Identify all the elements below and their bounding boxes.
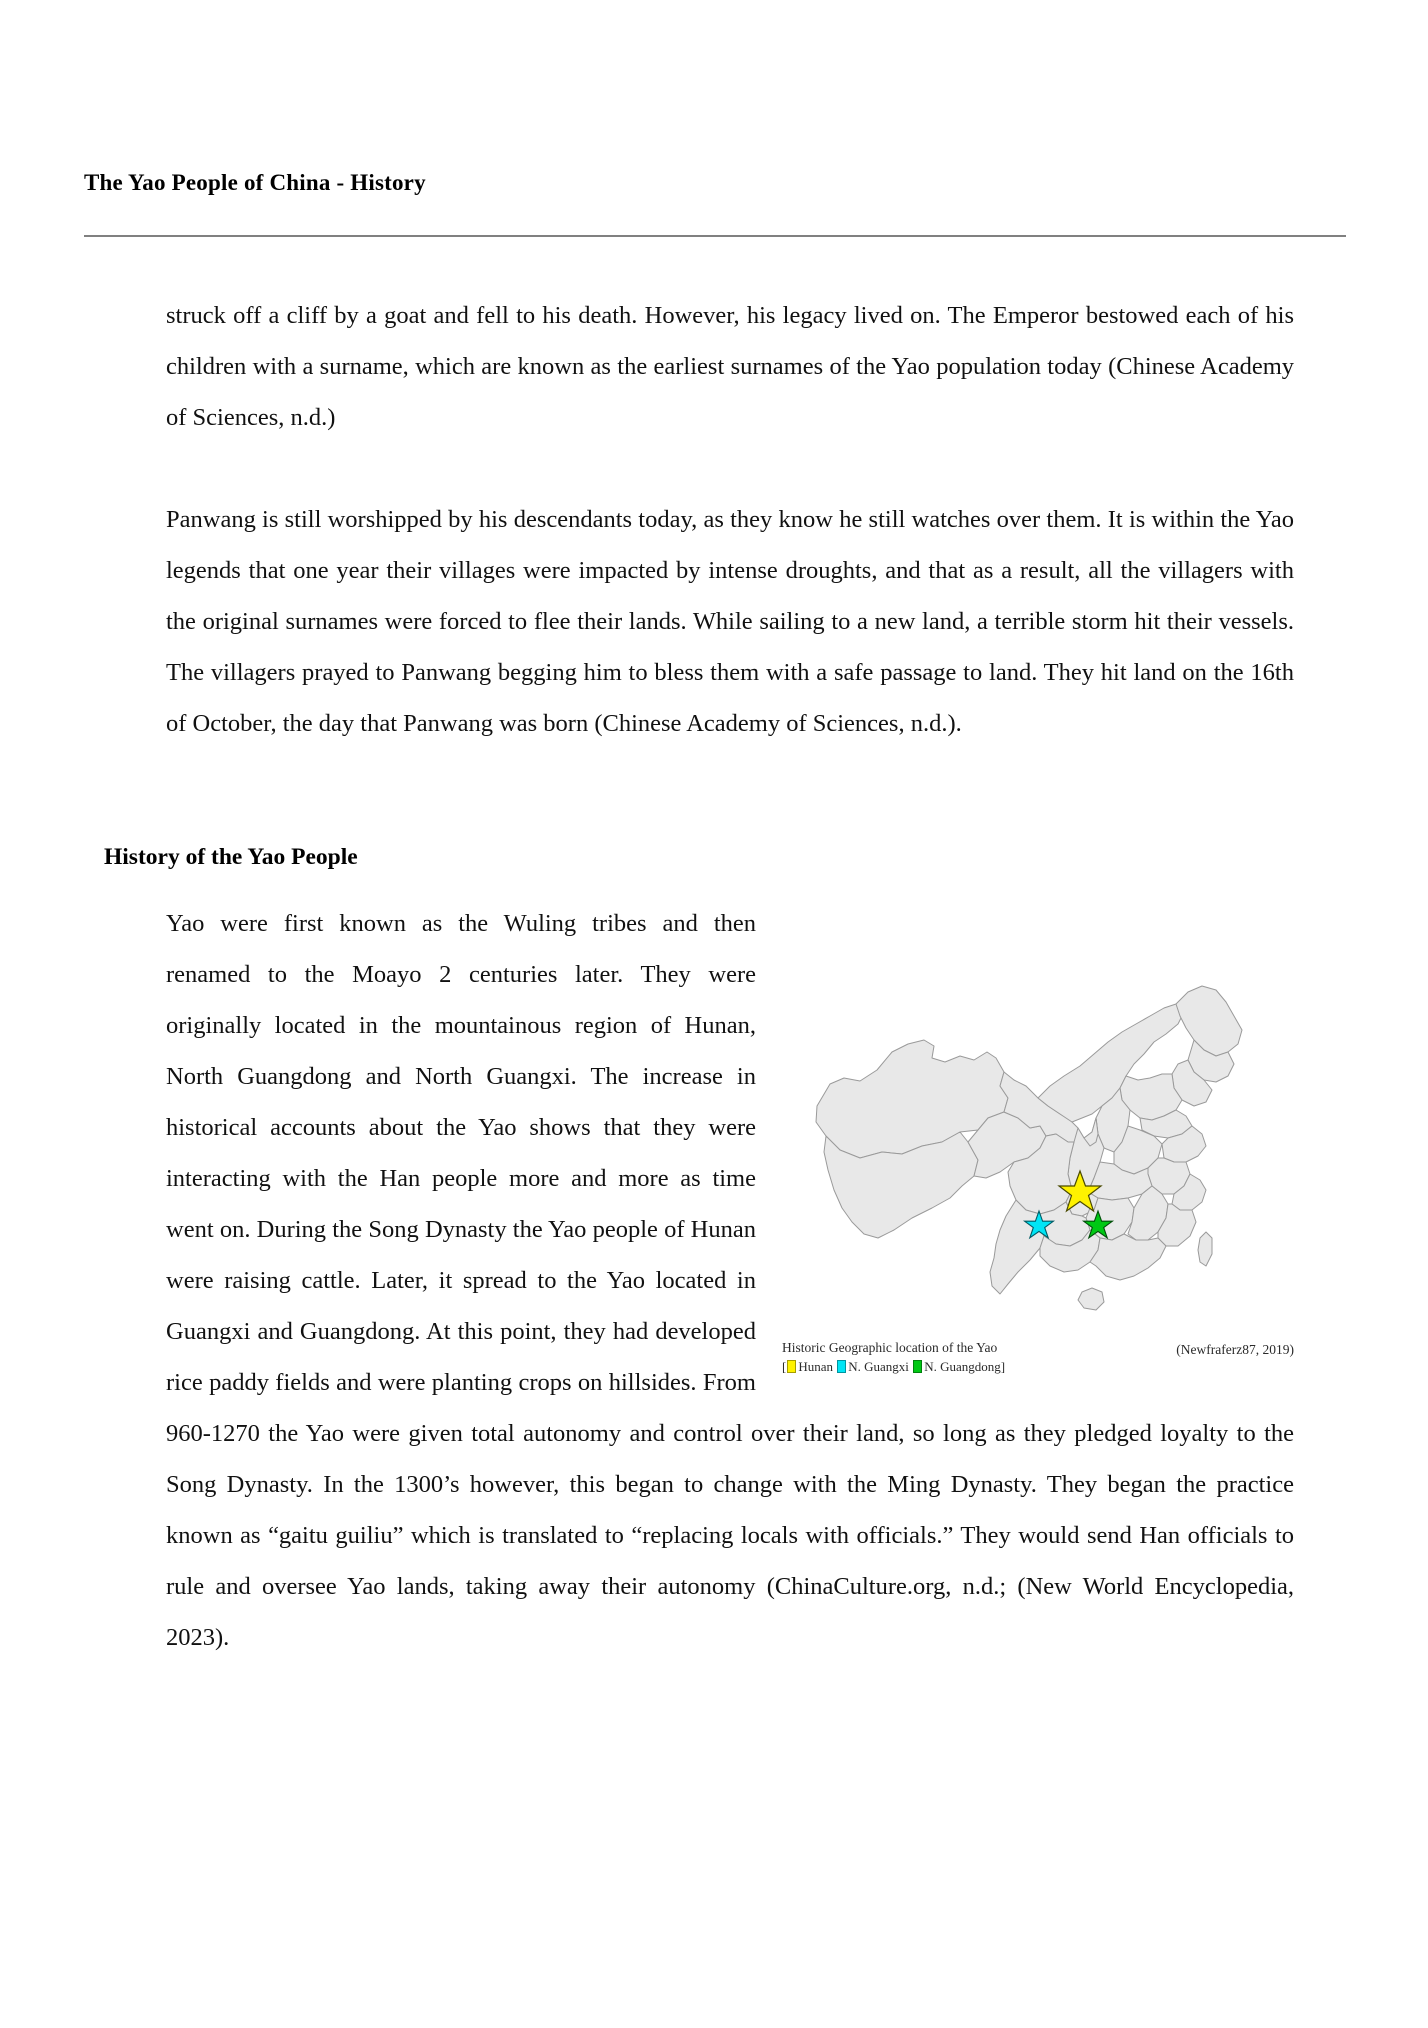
header-divider [84, 235, 1346, 237]
section-heading-history: History of the Yao People [104, 844, 358, 870]
paragraph-panwang: Panwang is still worshipped by his descendants today, as they know he still watches over them. It is within the Yao legends that one year their villages were impacted by intense droughts, and that as a result, all the villagers with the original surnames were forced to flee their lands. While sailing to a new land, a terrible storm hit their vessels. The villagers prayed to Panwang begging him to bless them with a safe passage to land. They hit land on the 16th of October, the day that Panwang was born (Chinese Academy of Sciences, n.d.). [166, 506, 1294, 737]
figure-map-of-china [782, 946, 1294, 1376]
legend-bracket-close: ] [1000, 1359, 1006, 1374]
figure-caption [782, 1338, 1294, 1376]
figure-caption-title: Historic Geographic location of the Yao [782, 1340, 998, 1355]
document-header [84, 170, 1344, 195]
paragraph-continuation: struck off a cliff by a goat and fell to his death. However, his legacy lived on. The Emperor bestowed each of his children with a surname, which are known as the earliest surnames of the Yao population today (Chinese Academy of Sciences, n.d.) [166, 302, 1294, 431]
figure-attribution: (Newfraferz87, 2019) [1176, 1342, 1294, 1357]
page-title: The Yao People of China - History [84, 170, 426, 195]
body-content-history [166, 898, 1294, 1663]
legend-label-n-guangxi: N. Guangxi [848, 1359, 909, 1374]
paragraph-history: Yao were first known as the Wuling tribes and then renamed to the Moayo 2 centuries later. They were originally located in the mountainous region of Hunan, North Guangdong and North Guangxi. The increase in historical accounts about the Yao shows that they were interacting with the Han people more and more as time went on. During the Song Dynasty the Yao people of Hunan were raising cattle. Later, it spread to the Yao located in Guangxi and Guangdong. At this point, they had developed rice paddy fields and were planting crops on hillsides. From 960-1270 the Yao were given total autonomy and control over their land, so long as they pledged loyalty to the Song Dynasty. In the 1300’s however, this began to change with the Ming Dynasty. They began the practice known as “gaitu guiliu” which is translated to “replacing locals with officials.” They would send Han officials to rule and oversee Yao lands, taking away their autonomy (ChinaCulture.org, n.d.; (New World Encyclopedia, 2023). [166, 910, 1294, 1651]
legend-label-hunan: Hunan [798, 1359, 834, 1374]
legend-label-n-guangdong: N. Guangdong [924, 1359, 1001, 1374]
legend-swatch-n-guangxi [837, 1360, 846, 1373]
map-image [782, 946, 1294, 1336]
legend-bracket-open: [ [782, 1359, 787, 1374]
body-content-top [166, 290, 1294, 749]
legend-swatch-hunan [787, 1360, 796, 1373]
legend-swatch-n-guangdong [913, 1360, 922, 1373]
figure-legend [782, 1357, 1092, 1376]
china-map-svg [782, 946, 1294, 1336]
